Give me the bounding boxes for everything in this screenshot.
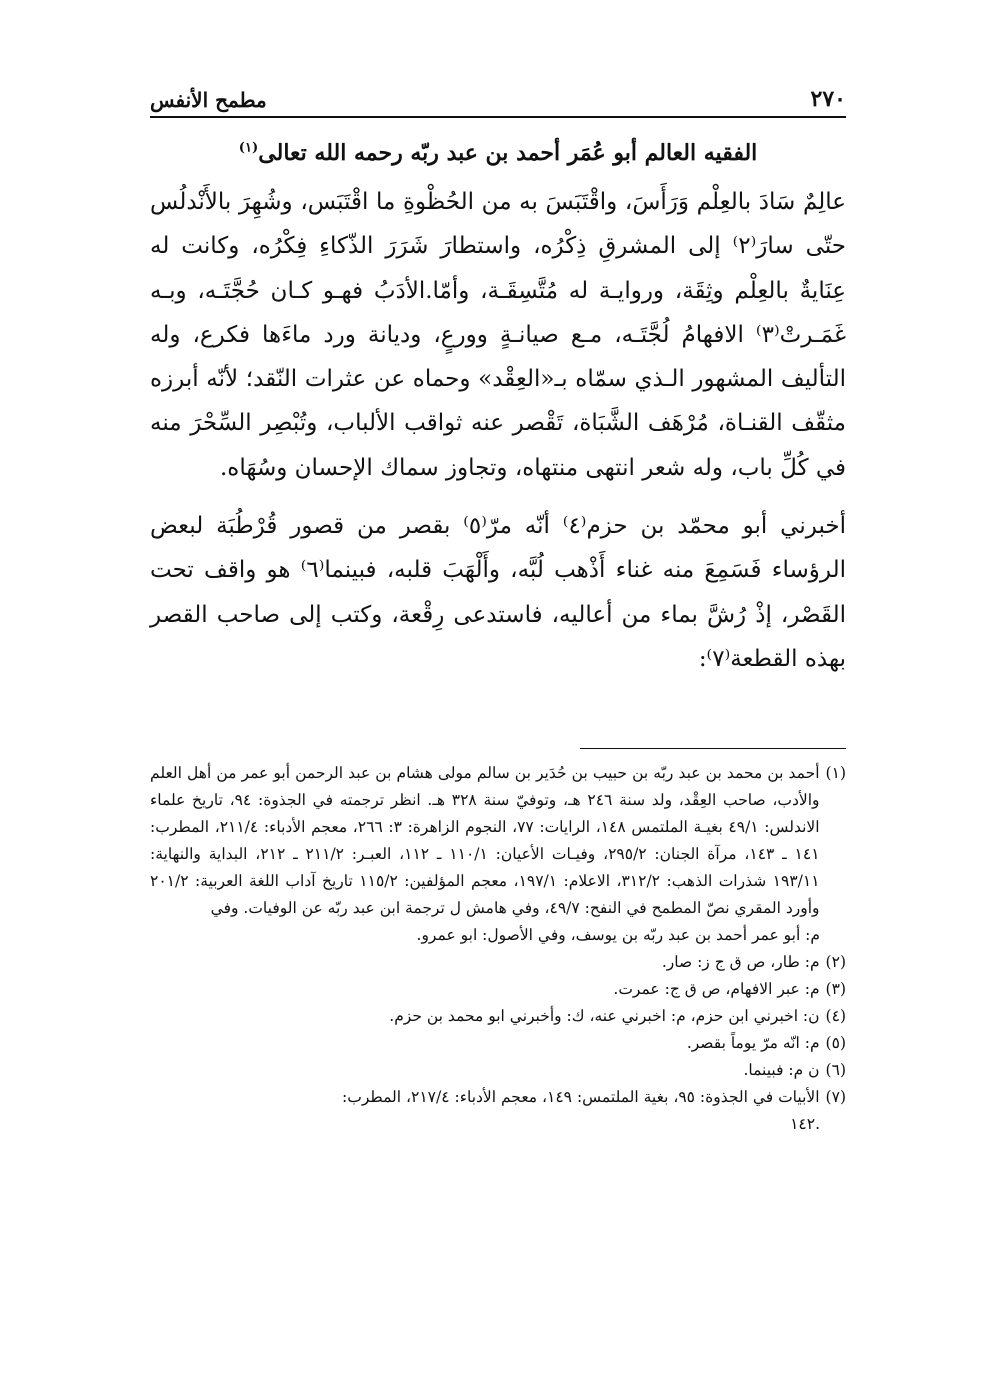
footnote-1-continuation bbox=[150, 922, 846, 949]
footnote-text: م: انّه مرّ يوماً بقصر. bbox=[686, 1034, 820, 1052]
footnote-text: ن م: فبينما. bbox=[743, 1061, 820, 1079]
footnote-text: الأبيات في الجذوة: ٩٥، بغية الملتمس: ١٤٩، معجم الأدباء: ٢١٧/٤، المطرب: bbox=[342, 1088, 820, 1106]
heading-text: الفقيه العالم أبو عُمَر أحمد بن عبد ربّه رحمه الله تعالى bbox=[258, 140, 758, 166]
footnote-number: (٣) bbox=[825, 980, 846, 998]
footnote-5 bbox=[150, 1030, 846, 1057]
footnote-1 bbox=[150, 760, 846, 922]
running-title: مطمح الأنفس bbox=[150, 88, 267, 112]
footnote-2 bbox=[150, 949, 846, 976]
footnote-6 bbox=[150, 1057, 846, 1084]
footnote-separator bbox=[580, 748, 846, 749]
footnote-7-continuation bbox=[150, 1111, 846, 1138]
section-heading bbox=[150, 140, 846, 166]
footnote-text: أحمد بن محمد بن عبد ربّه بن حبيب بن حُدَير بن سالم مولى هشام بن عبد الرحمن أبو عمر من أهل العلم والأدب، صاحب العِقْد، ولد سنة ٢٤٦ هـ، وتوفيّ سنة ٣٢٨ هـ. انظر ترجمته في الجذوة: ٩٤، تاريخ علماء الاندلس: ٤٩/١ بغيـة الملتمس ١٤٨، الرايات: ٧٧، النجوم الزاهرة: ٣: ٢٦٦، معجم الأدباء: ٢١١/٤، المطرب: ١٤١ ـ ١٤٣، مرآة الجنان: ٢٩٥/٢، وفيـات الأعيان: ١١٠/١ ـ ١١٢، العبـر: ٢١١/٢ ـ ٢١٢، البداية والنهاية: ١٩٣/١١ شذرات الذهب: ٣١٢/٢، الاعلام: ١٩٧/١، معجم المؤلفين: ١١٥/٢ تاريخ آداب اللغة العربية: ٢٠١/٢ وأورد المقري نصّ المطمح في النفح: ٤٩/٧، وفي هامش ل ترجمة ابن عبد ربّه عن الوفيات. وفي bbox=[150, 764, 820, 917]
footnotes bbox=[150, 760, 846, 1138]
page-number: ٢٧٠ bbox=[810, 86, 846, 112]
footnote-number: (٦) bbox=[825, 1061, 846, 1079]
footnote-number: (٥) bbox=[825, 1034, 846, 1052]
body-paragraph-2: أخبرني أبو محمّد بن حزم⁽٤⁾ أنّه مرّ⁽٥⁾ بقصر من قصور قُرْطُبَة لبعض الرؤساء فَسَمِعَ منه غناء أَذْهب لُبَّه، وأَلْهَبَ قلبه، فبينما⁽٦⁾ هو واقف تحت القَصْر، إذْ رُشَّ بماء من أعاليه، فاستدعى رِقْعة، وكتب إلى صاحب القصر بهذه القطعة⁽٧⁾: bbox=[150, 513, 846, 672]
footnote-text: م: أبو عمر أحمد بن عبد ربّه بن يوسف، وفي الأصول: ابو عمرو. bbox=[416, 926, 820, 944]
footnote-3 bbox=[150, 976, 846, 1003]
footnote-7 bbox=[150, 1084, 846, 1111]
main-text bbox=[150, 140, 846, 681]
footnote-text: م: طار، ص ق ج ز: صار. bbox=[661, 953, 820, 971]
footnote-text: .١٤٢ bbox=[790, 1115, 820, 1133]
body-paragraph-1: عالِمٌ سَادَ بالعِلْم وَرَأَسَ، واقْتَبَسَ به من الحُظْوةِ ما اقْتَبَس، وشُهِرَ بالأَنْدلُس حتّى سارَ⁽٢⁾ إلى المشرقِ ذِكْرُه، واستطارَ شَرَرَ الذّكاءِ فِكْرُه، وكانت له عِنَايةٌ بالعِلْم وثِقَة، وروايـة له مُتَّسِقَـة، وأمّا.الأدَبُ فهـو كـان حُجَّتَـه، وبـه غَمَـرتْ⁽٣⁾ الافهامُ لُجَّتَـه، مـع صيانـةٍ وورعٍ، وديانة ورد ماءَها فكرع، وله التأليف المشهور الـذي سمّاه بـ«العِقْد» وحماه عن عثرات النّقد؛ لأنّه أبرزه مثقّف القنـاة، مُرْهَف الشَّبَاة، تَقْصر عنه ثواقب الألباب، وتُبْصِر السِّحْرَ منه في كُلِّ باب، وله شعر انتهى منتهاه، وتجاوز سماك الإحسان وسُهَاه. bbox=[150, 189, 846, 481]
running-header bbox=[150, 78, 846, 118]
footnote-text: ن: اخبرني ابن حزم، م: اخبرني عنه، ك: وأخبرني ابو محمد بن حزم. bbox=[389, 1007, 820, 1025]
footnote-number: (٢) bbox=[825, 953, 846, 971]
footnote-number: (١) bbox=[825, 764, 846, 782]
footnote-4 bbox=[150, 1003, 846, 1030]
footnote-text: م: عبر الافهام، ص ق ج: عمرت. bbox=[613, 980, 820, 998]
heading-note-ref: (١) bbox=[238, 140, 259, 156]
footnote-number: (٤) bbox=[825, 1007, 846, 1025]
footnote-number: (٧) bbox=[825, 1088, 846, 1106]
